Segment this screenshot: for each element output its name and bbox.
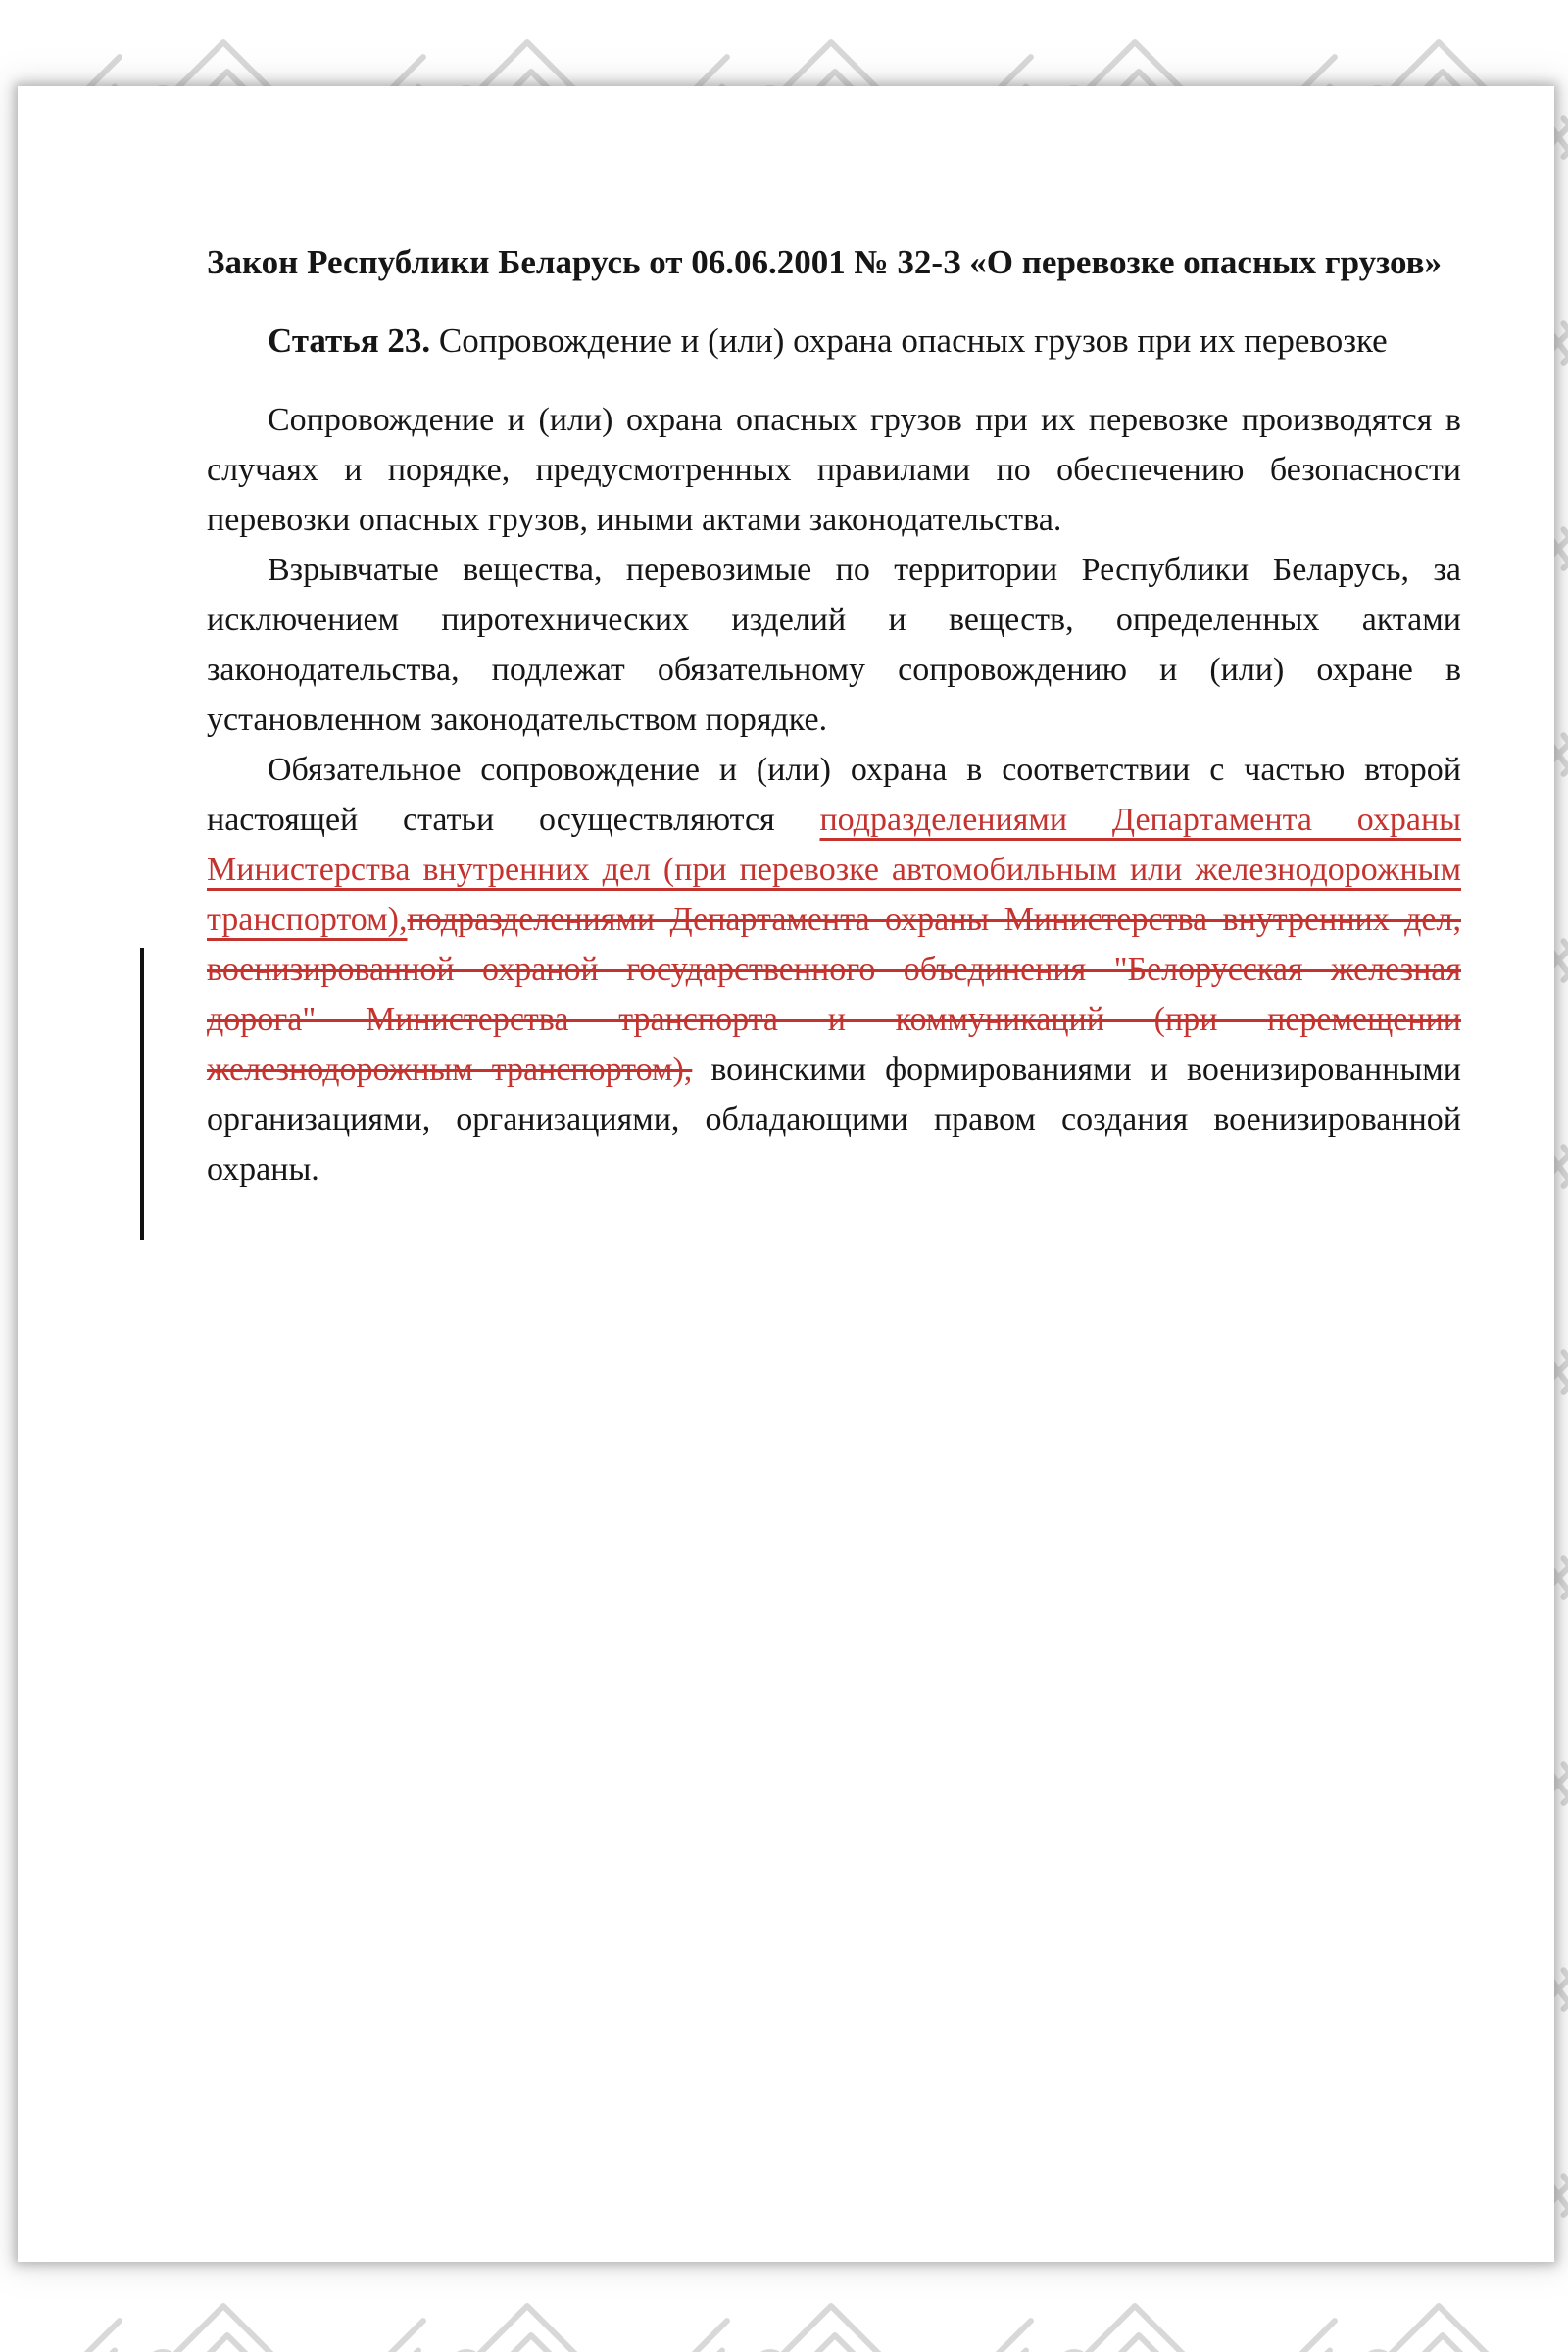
article-number-label: Статья 23.: [268, 321, 431, 360]
document-content: [207, 233, 1461, 1195]
paragraph-3-tail-text: воинскими формированиями и военизированными организациями, организациями, обладающими правом создания военизированной охраны.: [207, 1052, 1462, 1188]
article-title-text: Сопровождение и (или) охрана опасных грузов при их перевозке: [430, 321, 1388, 360]
paragraph-3-lead-text: Обязательное сопровождение и (или) охрана в соответствии с частью второй настоящей статьи осуществляются: [207, 752, 1461, 838]
revision-change-bar: [140, 948, 144, 1240]
paragraph-3: [207, 745, 1461, 1195]
paragraph-3-deleted-text: подразделениями Департамента охраны Министерства внутренних дел, военизированной охраной государственного объединения "Белорусская железная дорога" Министерства транспорта и коммуникаций (при перемещении железнодорожным транспортом),: [207, 902, 1461, 1088]
article-heading: [207, 312, 1461, 370]
paragraph-1: Сопровождение и (или) охрана опасных грузов при их перевозке производятся в случаях и порядке, предусмотренных правилами по обеспечению безопасности перевозки опасных грузов, иными актами законодательства.: [207, 402, 1461, 538]
paragraph-2: Взрывчатые вещества, перевозимые по территории Республики Беларусь, за исключением пиротехнических изделий и веществ, определенных актами законодательства, подлежат обязательному сопровождению и (или) охране в установленном законодательством порядке.: [207, 552, 1461, 738]
paragraph-3-inserted-text: подразделениями Департамента охраны Министерства внутренних дел (при перевозке автомобильным или железнодорожным транспортом),: [207, 802, 1461, 938]
document-page: [18, 86, 1554, 2262]
document-title: Закон Республики Беларусь от 06.06.2001 № 32-З «О перевозке опасных грузов»: [207, 243, 1442, 281]
